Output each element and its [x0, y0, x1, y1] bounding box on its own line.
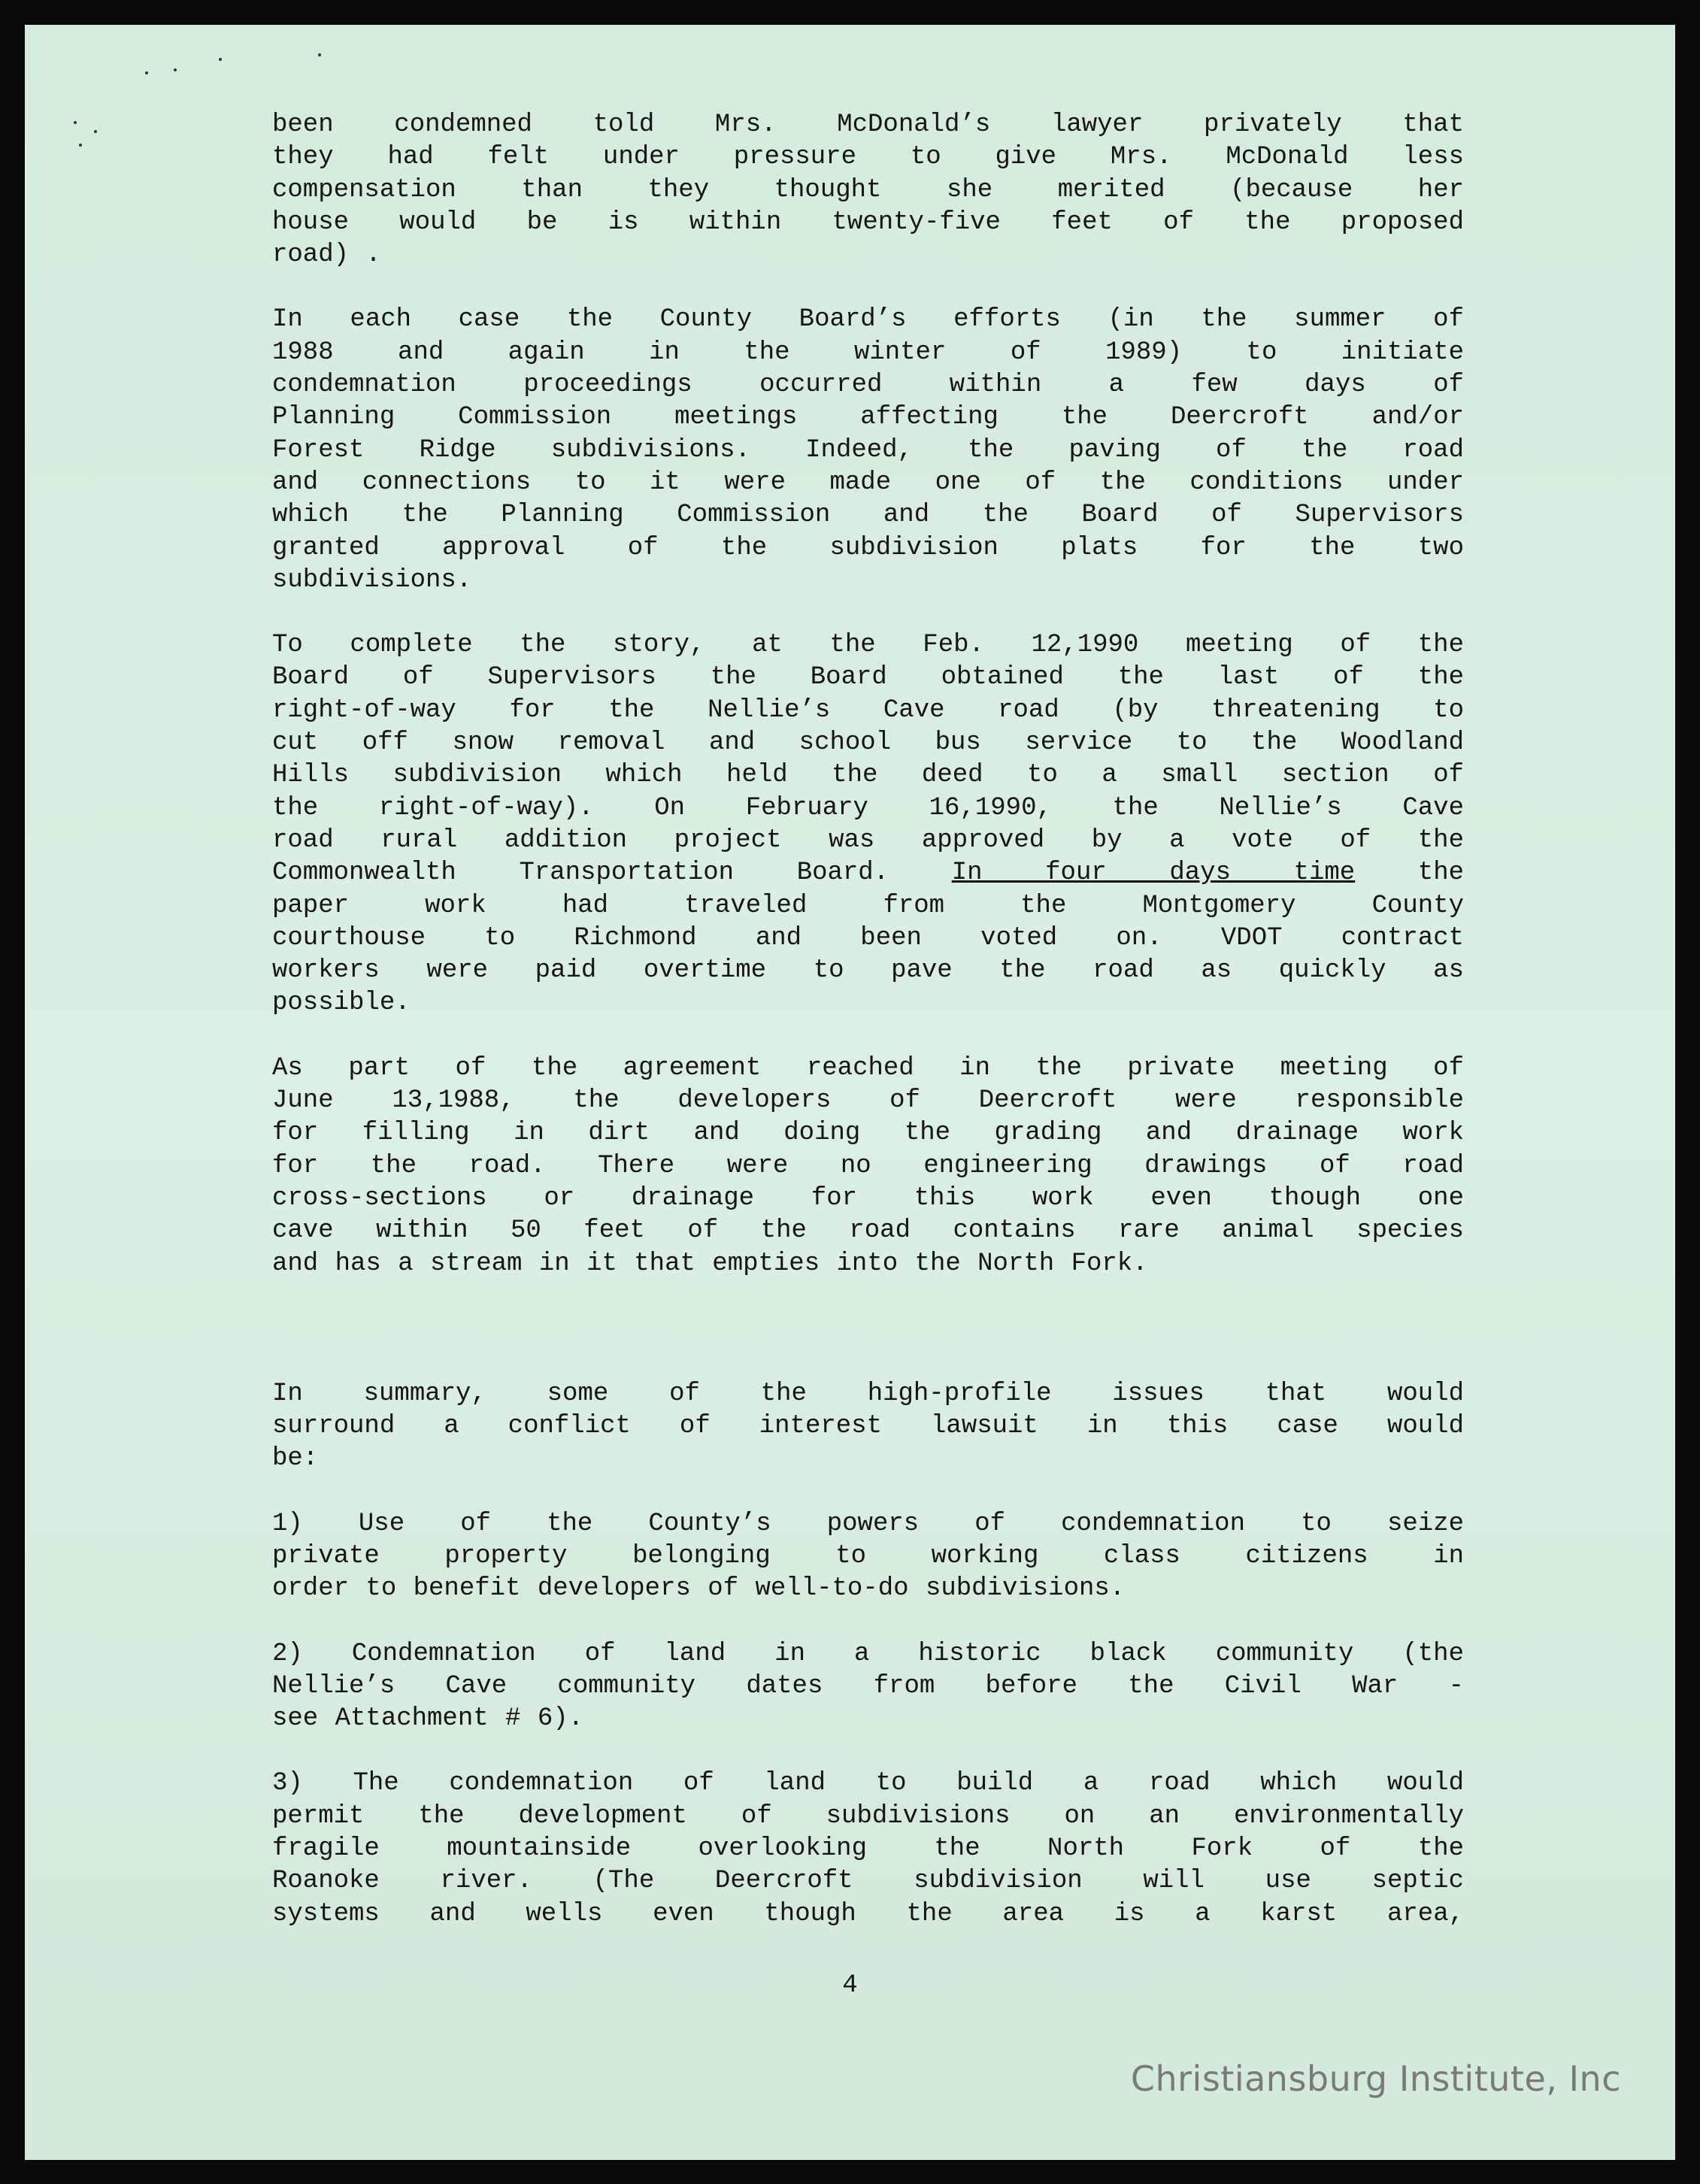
text-line: and has a stream in it that empties into the North Fork.: [272, 1249, 1148, 1278]
text-line: order to benefit developers of well-to-do subdivisions.: [272, 1574, 1126, 1604]
text-line: fragile mountainside overlooking the North Fork of the: [272, 1834, 1464, 1864]
text-line: subdivisions.: [272, 565, 472, 595]
text-line: private property belonging to working class citizens in: [272, 1541, 1464, 1571]
text-line: house would be is within twenty-five feet of the proposed: [272, 207, 1464, 237]
text-line: road rural addition project was approved by a vote of the: [272, 825, 1464, 855]
text-line: and connections to it were made one of the conditions under: [272, 468, 1464, 497]
text-line: Roanoke river. (The Deercroft subdivision will use septic: [272, 1867, 1464, 1896]
text-line: 1) Use of the County’s powers of condemnation to seize: [272, 1509, 1464, 1538]
text-line: cave within 50 feet of the road contains rare animal species: [272, 1216, 1464, 1246]
text-line: courthouse to Richmond and been voted on. VDOT contract: [272, 923, 1464, 953]
text-line: see Attachment # 6).: [272, 1704, 584, 1734]
text-line: be:: [272, 1444, 319, 1474]
text-line: the right-of-way). On February 16,1990, the Nellie’s Cave: [272, 793, 1464, 822]
scan-speck: [94, 130, 97, 133]
paragraph-summary: [272, 1378, 1464, 1476]
scan-speck: [219, 58, 222, 61]
text-line: 2) Condemnation of land in a historic black community (the: [272, 1639, 1464, 1668]
text-line: possible.: [272, 989, 411, 1018]
text-line: Hills subdivision which held the deed to a small section of: [272, 761, 1464, 790]
scan-speck: [145, 71, 148, 74]
scan-speck: [74, 121, 77, 124]
paragraph-complete-story: [272, 629, 1464, 1020]
paragraph-county-board: [272, 304, 1464, 597]
text-line: In each case the County Board’s efforts (in the summer of: [272, 305, 1464, 335]
text-line: June 13,1988, the developers of Deercroft were responsible: [272, 1086, 1464, 1116]
text-line: right-of-way for the Nellie’s Cave road (by threatening to: [272, 695, 1464, 725]
text-line: permit the development of subdivisions on an environmentally: [272, 1801, 1464, 1831]
text-line: granted approval of the subdivision plats for the two: [272, 533, 1464, 562]
paragraph-agreement: [272, 1053, 1464, 1280]
text-line: road) .: [272, 241, 381, 270]
text-line: In summary, some of the high-profile issues that would: [272, 1379, 1464, 1408]
scan-speck: [174, 68, 177, 71]
text-line: Nellie’s Cave community dates from before the Civil War -: [272, 1671, 1464, 1701]
watermark-text: Christiansburg Institute, Inc: [1130, 2058, 1621, 2099]
text-line: for the road. There were no engineering drawings of road: [272, 1151, 1464, 1180]
text-line: workers were paid overtime to pave the road as quickly as: [272, 956, 1464, 986]
scan-speck: [318, 53, 321, 56]
text-line: cross-sections or drainage for this work even though one: [272, 1183, 1464, 1213]
text-line: for filling in dirt and doing the grading and drainage work: [272, 1119, 1464, 1148]
list-item-3: [272, 1767, 1464, 1930]
list-item-1: [272, 1508, 1464, 1606]
text-line: As part of the agreement reached in the private meeting of: [272, 1053, 1464, 1083]
scan-speck: [79, 144, 82, 147]
text-line: Forest Ridge subdivisions. Indeed, the paving of the road: [272, 435, 1464, 465]
text-line: they had felt under pressure to give Mrs. McDonald less: [272, 143, 1464, 172]
text-line: paper work had traveled from the Montgomery County: [272, 891, 1464, 920]
text-segment: the: [1417, 859, 1465, 888]
text-line: 3) The condemnation of land to build a road which would: [272, 1769, 1464, 1798]
text-line: To complete the story, at the Feb. 12,1990 meeting of the: [272, 631, 1464, 660]
text-line: been condemned told Mrs. McDonald’s lawyer privately that: [272, 111, 1464, 139]
list-item-2: [272, 1638, 1464, 1736]
text-line: systems and wells even though the area is a karst area,: [272, 1899, 1464, 1928]
text-line: surround a conflict of interest lawsuit in this case would: [272, 1412, 1464, 1441]
text-line: 1988 and again in the winter of 1989) to initiate: [272, 338, 1464, 367]
document-body: [272, 109, 1464, 1931]
text-segment: Commonwealth Transportation Board.: [272, 859, 889, 888]
text-line: Board of Supervisors the Board obtained the last of the: [272, 663, 1464, 692]
text-line: condemnation proceedings occurred within a few days of: [272, 371, 1464, 400]
paragraph-condemned: [272, 109, 1464, 271]
text-line: cut off snow removal and school bus service to the Woodland: [272, 729, 1464, 758]
text-line: Planning Commission meetings affecting the Deercroft and/or: [272, 403, 1464, 432]
page-number: 4: [842, 1971, 858, 2000]
text-line: compensation than they thought she merited (because her: [272, 175, 1464, 204]
text-line-with-underline: [272, 857, 1464, 889]
underlined-text: In four days time: [951, 859, 1356, 888]
text-line: which the Planning Commission and the Board of Supervisors: [272, 501, 1464, 530]
